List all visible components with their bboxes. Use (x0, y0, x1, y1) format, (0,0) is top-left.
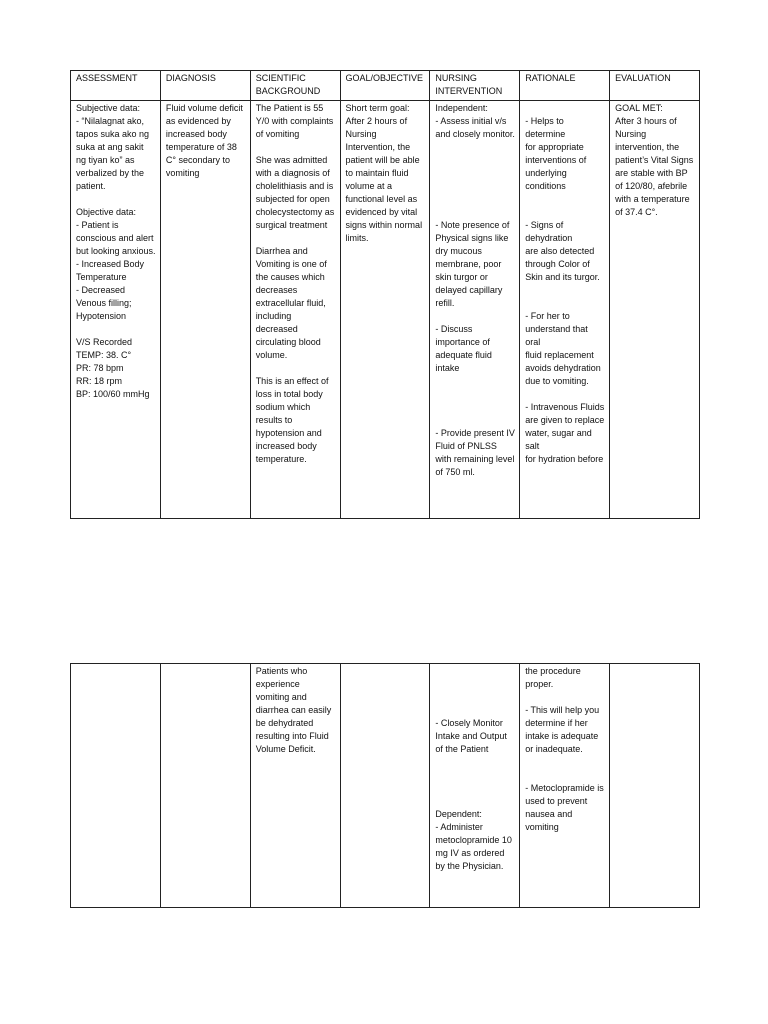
header-diagnosis: DIAGNOSIS (160, 71, 250, 101)
assessment-cell (71, 664, 161, 908)
assessment-cell: Subjective data: - “Nilalagnat ako, tapos suka ako ng suka at ang sakit ng tiyan ko” as verbalized by the patient. Objective data: - Patient is conscious and alert but looking anxious. - Increased Body Temperature - Decreased Venous filling; Hypotension V/S Recorded TEMP: 38. C° PR: 78 bpm RR: 18 rpm BP: 100/60 mmHg (71, 101, 161, 519)
evaluation-cell: GOAL MET: After 3 hours of Nursing intervention, the patient’s Vital Signs are stable with BP of 120/80, afebrile with a temperature of 37.4 C°. (610, 101, 700, 519)
header-rationale: RATIONALE (520, 71, 610, 101)
header-goal-objective: GOAL/OBJECTIVE (340, 71, 430, 101)
table-row (71, 101, 700, 519)
table-row (71, 664, 700, 908)
header-evaluation: EVALUATION (610, 71, 700, 101)
header-assessment: ASSESSMENT (71, 71, 161, 101)
evaluation-cell (610, 664, 700, 908)
header-scientific-background: SCIENTIFIC BACKGROUND (250, 71, 340, 101)
scientific-background-cell: Patients who experience vomiting and diarrhea can easily be dehydrated resulting into Fluid Volume Deficit. (250, 664, 340, 908)
care-plan-table-page-2 (70, 663, 700, 908)
diagnosis-cell (160, 664, 250, 908)
nursing-intervention-cell: Independent: - Assess initial v/s and closely monitor. - Note presence of Physical signs like dry mucous membrane, poor skin turgor or delayed capillary refill. - Discuss importance of adequate fluid intake - Provide present IV Fluid of PNLSS with remaining level of 750 ml. (430, 101, 520, 519)
header-row (71, 71, 700, 101)
diagnosis-cell: Fluid volume deficit as evidenced by increased body temperature of 38 C° secondary to vomiting (160, 101, 250, 519)
nursing-intervention-cell: - Closely Monitor Intake and Output of the Patient Dependent: - Administer metoclopramide 10 mg IV as ordered by the Physician. (430, 664, 520, 908)
rationale-cell: - Helps to determine for appropriate interventions of underlying conditions - Signs of dehydration are also detected through Color of Skin and its turgor. - For her to understand that oral fluid replacement avoids dehydration due to vomiting. - Intravenous Fluids are given to replace water, sugar and salt for hydration before (520, 101, 610, 519)
rationale-cell: the procedure proper. - This will help you determine if her intake is adequate or inadequate. - Metoclopramide is used to prevent nausea and vomiting (520, 664, 610, 908)
care-plan-table-page-1 (70, 70, 700, 519)
scientific-background-cell: The Patient is 55 Y/0 with complaints of vomiting She was admitted with a diagnosis of cholelithiasis and is subjected for open cholecystectomy as surgical treatment Diarrhea and Vomiting is one of the causes which decreases extracellular fluid, including decreased circulating blood volume. This is an effect of loss in total body sodium which results to hypotension and increased body temperature. (250, 101, 340, 519)
goal-objective-cell: Short term goal: After 2 hours of Nursing Intervention, the patient will be able to maintain fluid volume at a functional level as evidenced by vital signs within normal limits. (340, 101, 430, 519)
goal-objective-cell (340, 664, 430, 908)
header-nursing-intervention: NURSING INTERVENTION (430, 71, 520, 101)
